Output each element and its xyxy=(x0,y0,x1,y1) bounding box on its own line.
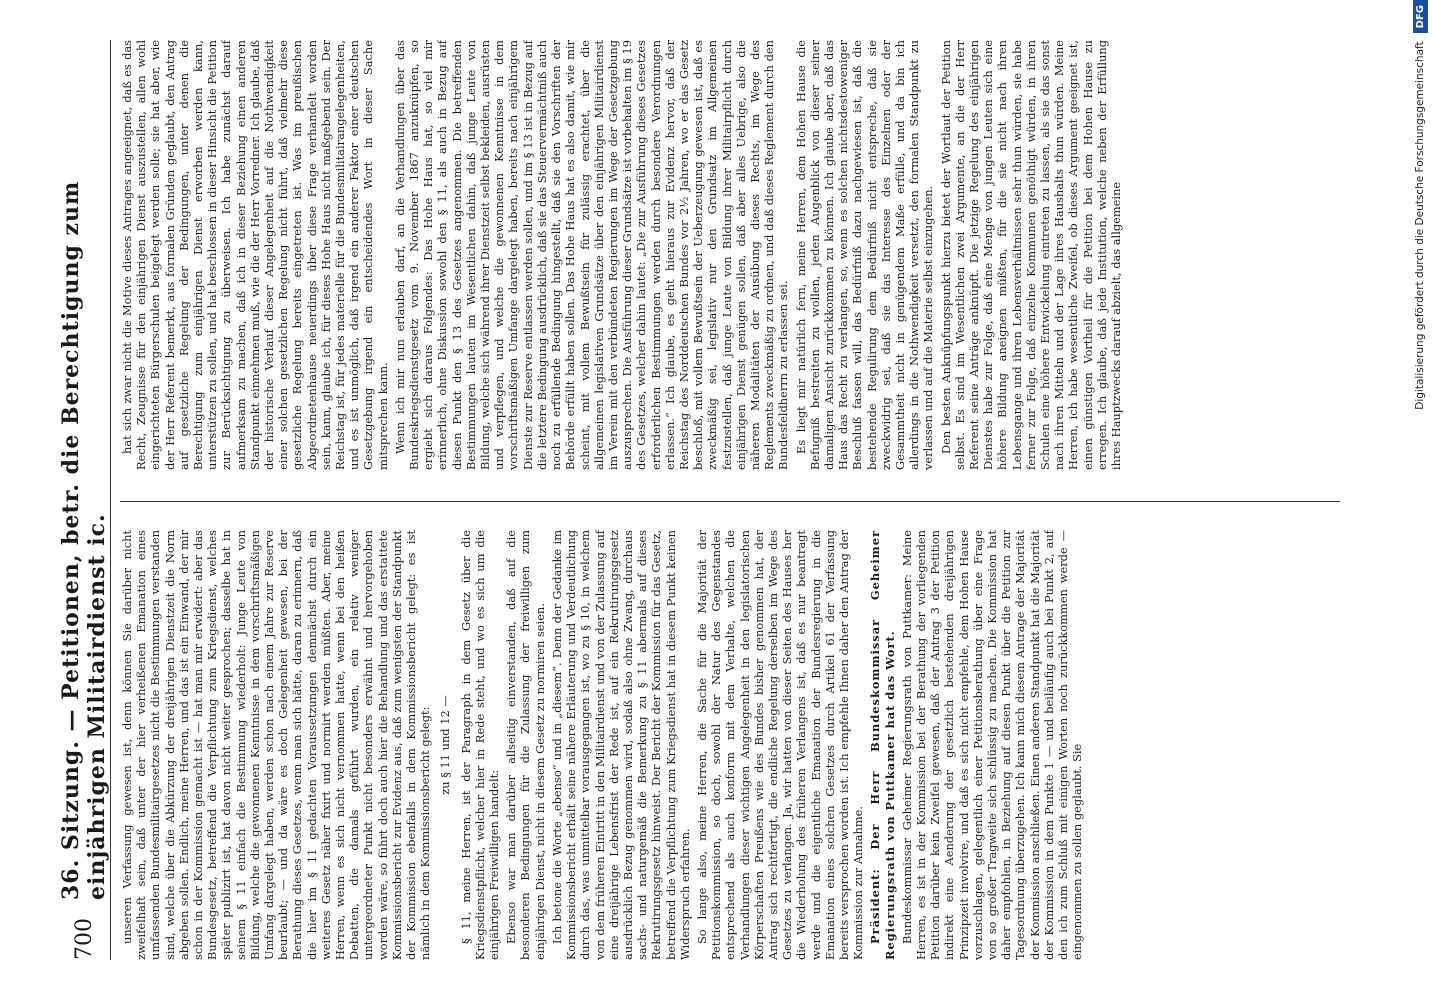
paragraph: hat sich zwar nicht die Motive dieses Antrages angeeignet, daß es das Recht, Zeugnisse für den einjährigen Dienst auszustellen, allen wohl eingerichteten Bürgerschulen beigelegt werden solle; sie hat aber, wie der Herr Referent bemerkt, aus formalen Gründen geglaubt, den Antrag auf gesetzliche Regelung der Bedingungen, unter denen die Berechtigung zum einjährigen Dienst erworben werden kann, unterstützen zu sollen, und hat beschlossen in dieser Hinsicht die Petition zur Berücksichtigung zu überweisen. Ich habe zunächst darauf aufmerksam zu machen, daß ich in dieser Beziehung einen anderen Standpunkt einnehmen muß, wie die der Herr Vorredner. Ich glaube, daß der historische Verlauf dieser Angelegenheit auf die Nothwendigkeit einer solchen gesetzlichen Regelung nicht führt, daß vielmehr diese gesetzliche Regelung bereits eingetreten ist. Was im preußischen Abgeordnetenhause neuerdings über diese Frage verhandelt worden sein, kann, glaube ich, für dieses Hohe Haus nicht maßgebend sein. Der Reichstag ist, für jedes materielle für die Bundesmilitairangelegenheiten, und es ist unmöglich, daß irgend ein anderer Faktor einer deutschen Gesetzgebung irgend ein entscheidendes Wort in dieser Sache mitsprechen kann. xyxy=(120,40,390,470)
page-number: 700 xyxy=(71,918,97,960)
paragraph: § 11, meine Herren, ist der Paragraph in dem Gesetz über die Kriegsdienstpflicht, welcher hier in Rede steht, und wo es sich um die einjährigen Freiwilligen handelt: xyxy=(458,530,502,960)
paragraph: Ich betone die Worte „ebenso“ und in „diesem“. Denn der Gedanke im Kommissionsbericht erhält seine nähere Erläuterung und Verdeutlichung durch das, was unmittelbar vorausgegangen ist, wo zu § 10, in welchem von dem früheren Eintritt in den Militairdienst und von der Zulassung auf eine dreijährige Lebensfrist der Rede ist, auf ein Rekrutirungsgesetz ausdrücklich Bezug genommen wird, sodaß also ohne Zwang, durchaus sachs- und naturgemäß die Bemerkung zu § 11 abermals auf dieses Rekrutirungsgesetz hinweist. Der Bericht der Kommission für das Gesetz, betreffend die Verpflichtung zum Kriegsdienst hat in diesem Punkt keinen Widerspruch erfahren. xyxy=(549,530,692,960)
scanned-page xyxy=(28,0,1380,1000)
speaker-announcement: Präsident: Der Herr Bundeskommissar Geheimer Regierungsrath von Puttkamer hat das Wort. xyxy=(868,530,897,960)
text-column-left xyxy=(120,530,1340,960)
paragraph: So lange also, meine Herren, die Sache für die Majorität der Petitionskommission, so doch, sowohl der Natur des Gegenstandes entsprechend als auch konform mit dem Verhalte, welchen die Verhandlungen dieser wichtigen Angelegenheit in den legislatorischen Körperschaften Preußens wie des Bundes bisher genommen hat, der Antrag sich rechtfertigt, die endliche Regelung derselben im Wege des Gesetzes zu verlangen. Ja, wir hatten von dieser Seiten des Hauses her die Wiederholung des früheren Verlangens ist, daß es nur beantragt werde und die eigentliche Emanation der Bundesregierung in die Emanation eines solchen Gesetzes durch Artikel 61 der Verfassung bereits versprochen worden ist. Ich empfehle Ihnen daher den Antrag der Kommission zur Annahme. xyxy=(694,530,866,960)
paragraph: Den besten Anknüpfungspunkt hierzu bietet der Wortlaut der Petition selbst. Es sind im Wesentlichen zwei Argumente, an die der Herr Referent seine Anträge anknüpft. Die jetzige Regelung des einjährigen Dienstes habe zur Folge, daß eine Menge von jungen Leuten sich eine höhere Bildung aneignen müßten, für die sie nicht nach ihren Lebensgange und ihren Lebensverhältnissen sehr thun würden, sie habe ferner zur Folge, daß einzelne Kommunen genöthigt würden, in ihren Schulen eine höhere Entwickelung eintreten zu lassen, als sie das sonst nach ihren Mitteln und der Lage ihres Haushalts thun würden. Meine Herren, ich habe wesentliche Zweifel, ob dieses Argument geeignet ist, einen günstigen Vortheil für die Petition bei dem Hohen Hause zu erregen. Ich glaube, daß jede Institution, welche neben der Erfüllung ihres Hauptzwecks darauf abzielt, das allgemeine xyxy=(938,40,1124,470)
quotation: Ebenso war man darüber allseitig einverstanden, daß auf die besonderen Bedingungen für die Zulassung der freiwilligen zum einjährigen Dienst, nicht in diesem Gesetz zu normiren seien. xyxy=(504,530,547,960)
dfg-logo: DFG xyxy=(1413,0,1428,33)
section-heading: zu § 11 und 12 — xyxy=(438,695,453,795)
dfg-credit-strip xyxy=(1408,0,1432,1000)
column-divider xyxy=(120,501,1340,502)
credit-text: Digitalisierung gefördert durch die Deutsche Forschungsgemeinschaft xyxy=(1414,41,1426,410)
text-column-right xyxy=(120,40,1340,470)
header-rule xyxy=(110,40,111,960)
paragraph: Wenn ich mir nun erlauben darf, an die Verhandlungen über das Bundeskriegsdienstgesetz vom 9. November 1867 anzuknüpfen, so ergiebt sich daraus Folgendes: Das Hohe Haus hat, so viel mir erinnerlich, ohne Diskussion sowohl den § 11, als auch in Bezug auf diesen Punkt den § 13 des Gesetzes angenommen. Die betreffenden Bestimmungen lauten im Wesentlichen dahin, daß junge Leute von Bildung, welche sich während ihrer Dienstzeit selbst bekleiden, ausrüsten und verpflegen, und welche die gewonnenen Kenntnisse in dem vorschriftsmäßigen Umfange dargelegt haben, bereits nach einjährigem Dienste zur Reserve entlassen werden sollen, und im § 13 ist in Bezug auf die letztere Bedingung ausdrücklich, daß sie das Steuervermächtniß auch noch zu erfüllende Bedingung hingestellt, daß sie den Vorschriften der Behörde erfüllt haben sollen. Das Hohe Haus hat es also damit, wie mir scheint, mit vollem Bewußtsein für zulässig erachtet, über die allgemeinen legislativen Grundsätze über den einjährigen Militairdienst im Verein mit den verbündeten Regierungen im Wege der Gesetzgebung auszusprechen. Die Ausführung dieser Grundsätze ist vorbehalten im § 19 des Gesetzes, welcher dahin lautet: „Die zur Ausführung dieses Gesetzes erforderlichen Bestimmungen werden durch besondere Verordnungen erlassen.“ Ich glaube, es geht hieraus zur Evidenz hervor, daß der Reichstag des Norddeutschen Bundes vor 2½ Jahren, wo er das Gesetz beschloß, mit vollem Bewußtsein der Ueberzeugung gewesen ist, daß es zweckmäßig sei, legislativ nur den Grundsatz im Allgemeinen festzustellen, daß junge Leute von Bildung ihrer Militairpflicht durch einjährigen Dienst genügen sollen, daß aber alles Uebrige, also die näheren Modalitäten der Ausübung dieses Rechts, im Wege des Reglements zweckmäßig zu ordnen, und daß dieses Reglement durch den Bundesfeldherrn zu erlassen sei. xyxy=(392,40,791,470)
paragraph: Es liegt mir natürlich fern, meine Herren, dem Hohen Hause die Befugniß bestreiten zu wollen, jeden Augenblick von dieser seiner damaligen Ansicht zurückkommen zu können. Ich glaube aber, daß das Haus das Recht zu verlangen, so, wenn es solchen nichtsdestoweniger Beschluß fassen will, das Bedürfniß dazu nachgewiesen ist, daß die bestehende Regulirung dem Bedürfniß nicht entspreche, daß sie zweckwidrig sei, daß sie das Interesse des Einzelnen oder der Gesammtheit nicht in genügendem Maße erfülle, und da bin ich allerdings in die Nothwendigkeit versetzt, den formalen Standpunkt zu verlassen und auf die Materie selbst einzugehen. xyxy=(793,40,936,470)
page-header xyxy=(58,40,110,960)
running-title: 36. Sitzung. — Petitionen, betr. die Berechtigung zum einjährigen Militairdienst ic. xyxy=(58,180,110,900)
speech-paragraph: Bundeskommissar Geheimer Regierungsrath von Puttkamer: Meine Herren, es ist in der Kommission bei der Berathung der vorliegenden Petition darüber kein Zweifel gewesen, daß der Antrag 3 der Petition indirekt eine Aenderung der gesetzlich bestehenden dreijährigen Prinzipzeit involvire, und daß es sich nicht empfehle, dem Hohen Hause vorzuschlagen, gelegentlich einer Petitionsberathung über eine Frage von so großer Tragweite sich schlüssig zu machen. Die Kommission hat daher empfohlen, in Beziehung auf diesen Punkt über die Petition zur Tagesordnung überzugehen. Ich kann mich diesem Antrage der Majorität der Kommission anschließen. Einen anderen Standpunkt hat die Majorität der Kommission in dem Punkte 1 — und beiläufig auch bei Punkt 2, auf den ich zum Schluß mit einigen Worten noch zurückkommen werde — eingenommen zu sollen geglaubt. Sie xyxy=(899,530,1085,960)
paragraph: unseren Verfassung gewesen ist, denn können Sie darüber nicht zweifelhaft sein, daß unter der hier verheißenen Emanation eines umfassenden Bundesmilitairgesetzes nicht die Bestimmungen verstanden sind, welche über die Abkürzung der dreijährigen Dienstzeit die Norm abgeben sollen. Endlich, meine Herren, und das ist ein Einwand, der mir schon in der Kommission gemacht ist — hat man mir erwidert: aber das Bundesgesetz, betreffend die Verpflichtung zum Kriegsdienst, welches später publizirt ist, hat davon nicht weiter gesprochen; dasselbe hat in seinem § 11 einfach die Bestimmung wiederholt: Junge Leute von Bildung, welche die gewonnenen Kenntnisse in dem vorschriftsmäßigen Umfang dargelegt haben, werden schon nach einem Jahre zur Reserve beurlaubt; — und da wäre es doch Gelegenheit gewesen, bei der Berathung dieses Gesetzes, wenn man sich hätte, daran zu erinnern, daß die hier im § 11 gedachten Voraussetzungen demnächst durch ein weiteres Gesetz näher fixirt und normirt werden müßten. Aber, meine Herren, wenn es sich nicht vernommen hatte, wenn bei den heißen Debatten, die damals geführt wurden, ein relativ weniger untergeordneter Punkt nicht besonders erwähnt und hervorgehoben worden wäre, so führt doch auch hier die Behandlung und das erstattete Kommissionsbericht zur Evidenz aus, daß zum wenigsten der Standpunkt der Kommission ebenfalls in dem Kommissionsbericht gelegt: es ist nämlich in dem Kommissionsbericht gelegt: xyxy=(120,530,433,960)
